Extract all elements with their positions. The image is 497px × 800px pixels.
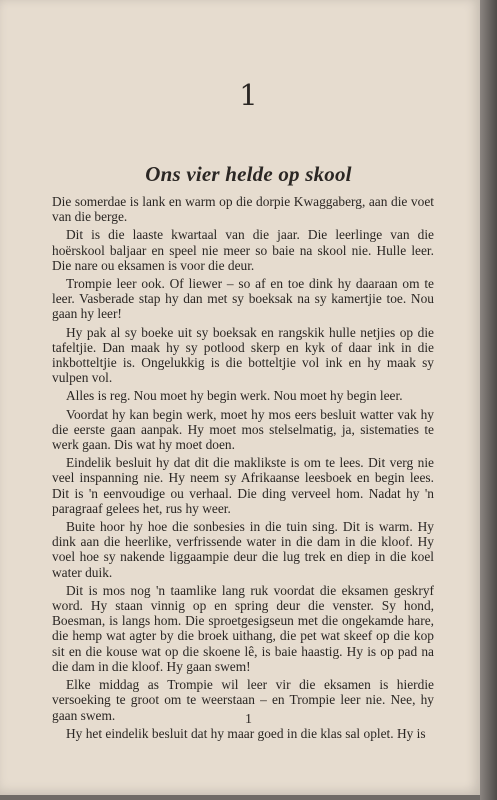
paragraph: Die somerdae is lank en warm op die dorpie Kwaggaberg, aan die voet van die berge. [52, 194, 434, 225]
book-edge [480, 0, 497, 800]
paragraph: Hy het eindelik besluit dat hy maar goed in die klas sal oplet. Hy is [66, 725, 426, 741]
paragraph: Hy pak al sy boeke uit sy boeksak en rangskik hulle netjies op die tafeltjie. Dan maak hy sy potlood skerp en kyk of daar ink in die inkbotteltjie is. Ongelukkig is die botteltjie vol ink en hy maak sy vulpen vol. [52, 324, 434, 386]
page-number: 1 [245, 712, 252, 727]
paragraph: Eindelik besluit hy dat dit die maklikste is om te lees. Dit verg nie veel inspanning nie. Hy neem sy Afrikaanse leesboek en begin lees. Dit is 'n eenvoudige ou verhaal. Die ding verveel hom. Nadat hy 'n paragraaf gelees het, rus hy weer. [52, 455, 434, 516]
paragraph: Voordat hy kan begin werk, moet hy mos eers besluit watter vak hy die eerste gaan aanpak. Hy moet mos stelselmatig, ja, sistematies te werk gaan. Dis wat hy moet doen. [52, 406, 434, 453]
paragraph: Alles is reg. Nou moet hy begin werk. Nou moet hy begin leer. [66, 388, 403, 404]
paragraph: Elke middag as Trompie wil leer vir die eksamen is hierdie versoeking te groot om te weerstaan – en Trompie leer nie. Nee, hy gaan swem. [52, 677, 434, 723]
chapter-title: Ons vier helde op skool [145, 162, 352, 186]
chapter-number: 1 [239, 78, 258, 112]
paragraph: Buite hoor hy hoe die sonbesies in die tuin sing. Dit is warm. Hy dink aan die heerlike, verfrissende water in die dam in die kloof. Hy voel hoe sy nakende liggaampie deur die lug trek en diep in die koel water duik. [52, 519, 434, 580]
paragraph: Trompie leer ook. Of liewer – so af en toe dink hy daaraan om te leer. Vasberade stap hy dan met sy boeksak na sy kamertjie toe. Nou gaan hy leer! [52, 276, 434, 322]
paragraph: Dit is die laaste kwartaal van die jaar. Die leerlinge van die hoërskool baljaar en speel nie meer so baie na skool nie. Hulle leer. Die nare ou eksamen is voor die deur. [52, 227, 434, 273]
chapter-body [52, 194, 434, 744]
paragraph: Dit is mos nog 'n taamlike lang ruk voordat die eksamen geskryf word. Hy staan vinnig op en spring deur die venster. Sy hond, Boesman, is langs hom. Die sproetgesigseun met die ongekamde hare, die hemp wat agter by die broek uithang, die pet wat skeef op die kop sit en die kouse wat op die skoene lê, is baie haastig. Hy is op pad na die dam in die kloof. Hy gaan swem! [52, 582, 434, 674]
